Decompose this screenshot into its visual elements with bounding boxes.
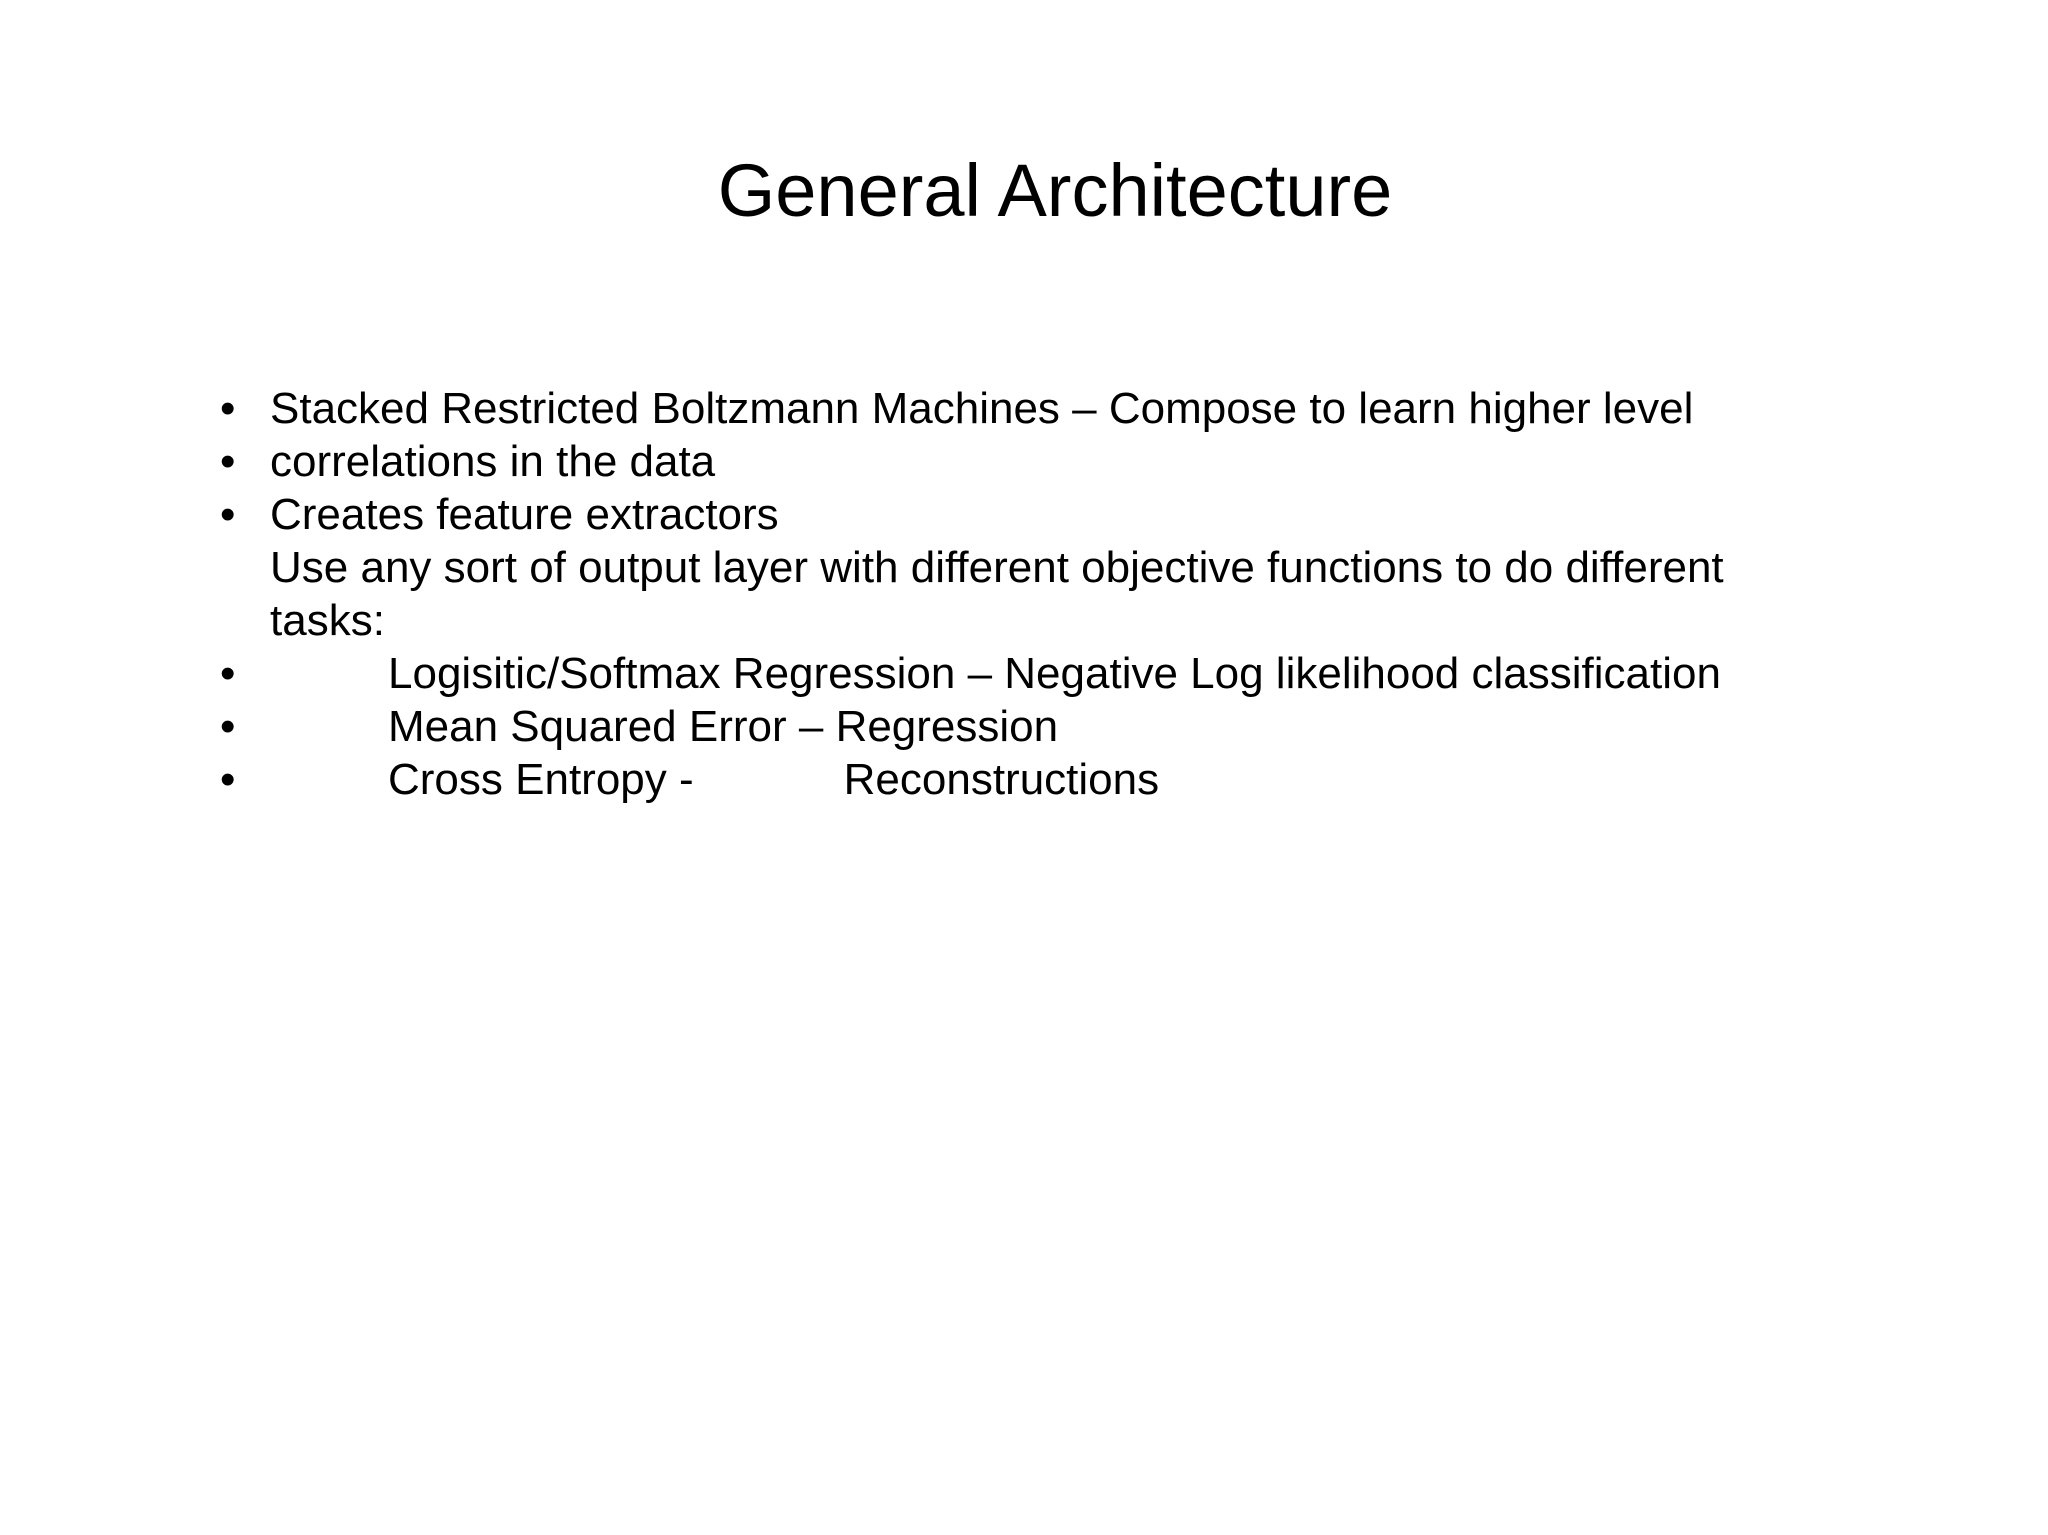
bullet-icon: • — [220, 384, 236, 433]
bullet-icon: • — [220, 437, 236, 486]
sub-list-item-text-part-a: Cross Entropy - — [388, 755, 694, 804]
sub-list-item — [220, 647, 1860, 700]
list-item-text: Creates feature extractors — [270, 490, 779, 539]
list-item — [220, 488, 1860, 541]
sub-list-item — [220, 753, 1860, 806]
list-item — [220, 382, 1860, 435]
continuation-paragraph — [220, 541, 1860, 647]
sub-list-item-text — [388, 753, 1860, 806]
bullet-list — [220, 382, 1860, 806]
continuation-line-2: tasks: — [270, 596, 385, 645]
continuation-line-1: Use any sort of output layer with different objective functions to do different — [270, 543, 1724, 592]
bullet-icon: • — [220, 755, 236, 804]
sub-list-item-text: Mean Squared Error – Regression — [388, 702, 1059, 751]
bullet-icon: • — [220, 649, 236, 698]
sub-list-item-text: Logisitic/Softmax Regression – Negative Log likelihood classification — [388, 649, 1721, 698]
list-item-text: correlations in the data — [270, 437, 716, 486]
slide-title: General Architecture — [717, 149, 1393, 232]
list-item — [220, 435, 1860, 488]
sub-list-item-text-part-b: Reconstructions — [843, 755, 1160, 804]
list-item-text: Stacked Restricted Boltzmann Machines – Compose to learn higher level — [270, 384, 1694, 433]
bullet-icon: • — [220, 702, 236, 751]
sub-list-item — [220, 700, 1860, 753]
bullet-icon: • — [220, 490, 236, 539]
